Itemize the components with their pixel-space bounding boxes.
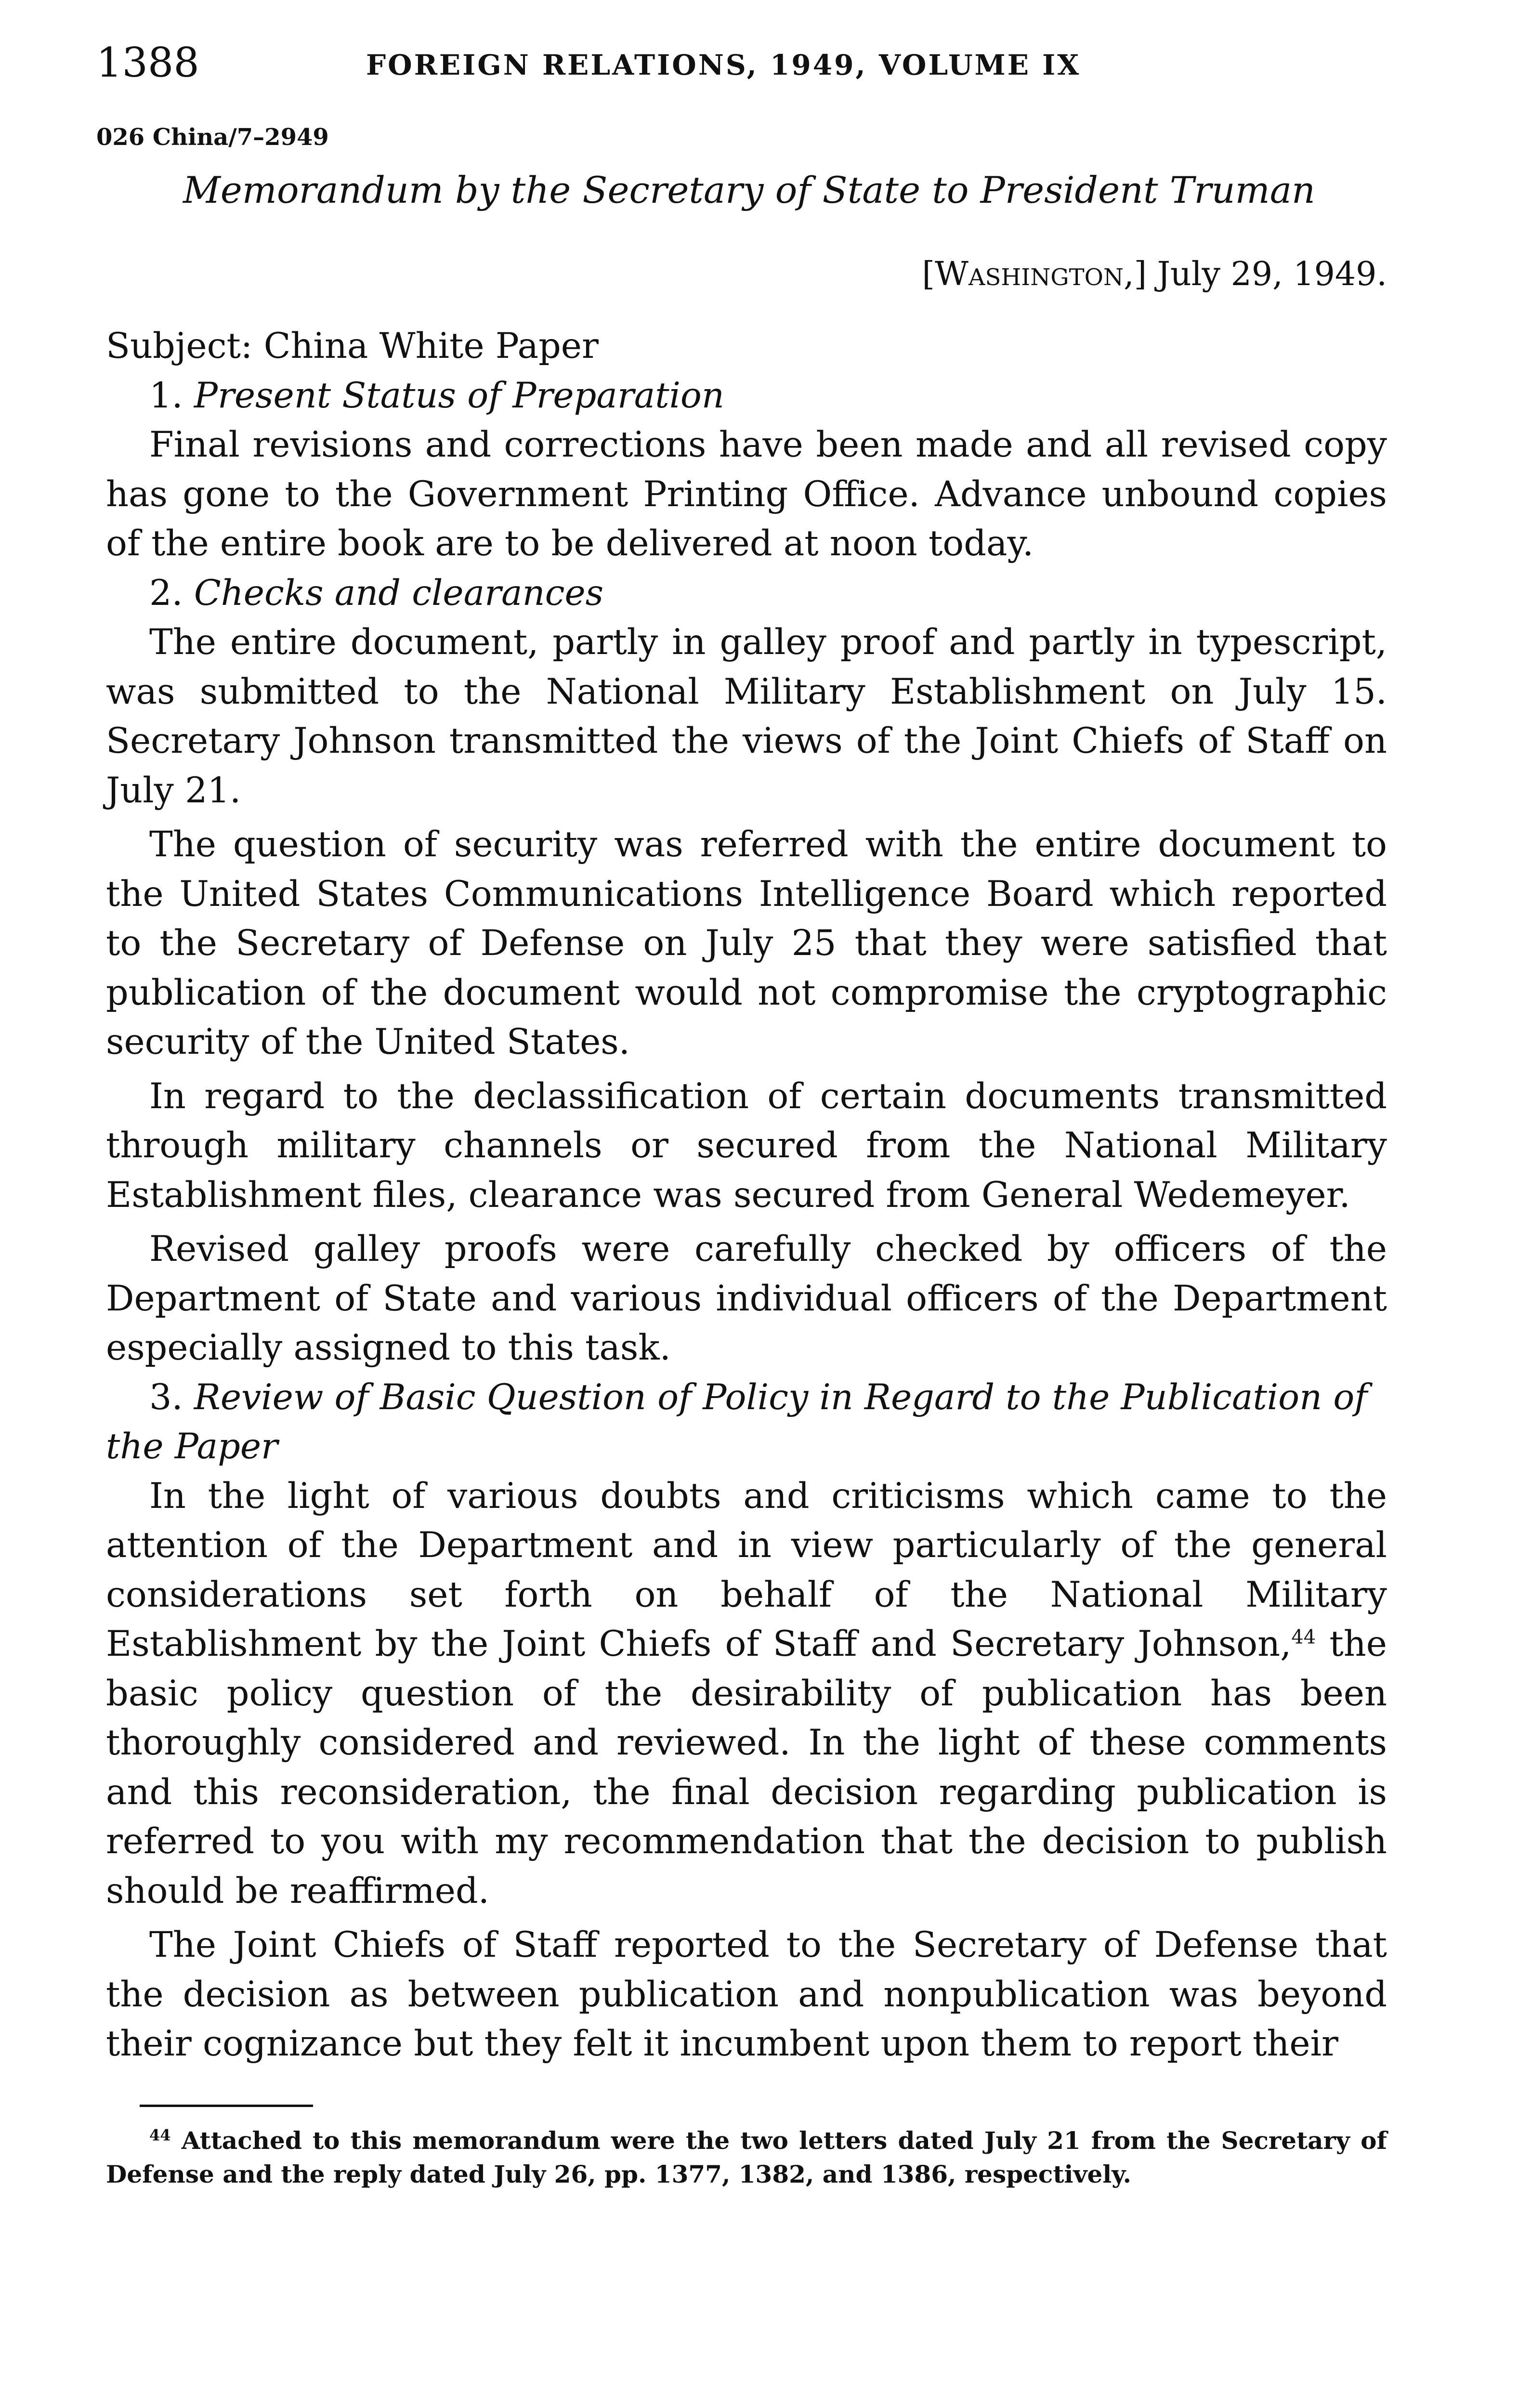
section-2-title: Checks and clearances — [194, 572, 604, 614]
footnote-reference: 44 — [1291, 1626, 1316, 1649]
section-3-number: 3. — [149, 1376, 183, 1418]
section-1-heading — [106, 371, 1387, 421]
section-2-number: 2. — [149, 572, 183, 614]
paragraph: The entire document, partly in galley proof and partly in typescript, was submitted to the National Military Establishment on July 15. Secretary Johnson transmitted the views of the Joint Chiefs of Staff on July 21. — [106, 622, 1387, 811]
subject-text: China White Paper — [263, 326, 599, 366]
running-title: FOREIGN RELATIONS, 1949, VOLUME IX — [366, 49, 1081, 81]
section-1-title: Present Status of Preparation — [194, 375, 724, 416]
dateline-date: July 29, 1949. — [1157, 255, 1387, 293]
paragraph: Final revisions and corrections have been made and all revised copy has gone to the Government Printing Office. Advance unbound copies of the entire book are to be delivered at noon today. — [106, 424, 1387, 564]
document-reference: 026 China/7–2949 — [96, 124, 329, 151]
subject-line — [106, 322, 1387, 371]
paragraph: The Joint Chiefs of Staff reported to the Secretary of Defense that the decision as between publication and nonpublication was beyond their cognizance but they felt it incumbent upon them to report their — [106, 1924, 1387, 2064]
dateline-place: Washington, — [934, 255, 1134, 293]
footnote-number: 44 — [149, 2126, 171, 2145]
section-1-number: 1. — [149, 375, 183, 416]
paragraph: In regard to the declassification of certain documents transmitted through military channels or secured from the National Military Establishment files, clearance was secured from General Wedemeyer. — [106, 1075, 1387, 1216]
paragraph-text: the basic policy question of the desirability of publication has been thoroughly considered and reviewed. In the light of these comments and this reconsideration, the final decision regarding publication is referred to you with my recommendation that the decision to publish should be reaffirmed. — [106, 1623, 1387, 1911]
section-2-heading — [106, 569, 1387, 618]
footnote-text: Attached to this memorandum were the two letters dated July 21 from the Secretary of Defense and the reply dated July 26, pp. 1377, 1382, and 1386, respectively. — [106, 2126, 1387, 2188]
section-3-title: Review of Basic Question of Policy in Regard to the Publication of the Paper — [106, 1376, 1368, 1467]
document-title: Memorandum by the Secretary of State to President Truman — [183, 169, 1315, 211]
running-head — [96, 39, 1387, 92]
dateline: [Washington,] July 29, 1949. — [922, 255, 1387, 293]
page-number: 1388 — [96, 39, 199, 86]
paragraph-text: In the light of various doubts and criticisms which came to the attention of the Department and in view particularly of the general considerations set forth on behalf of the National Military Establishment by the Joint Chiefs of Staff and Secretary Johnson, — [106, 1475, 1387, 1664]
footnote — [106, 2124, 1387, 2191]
section-3-heading — [106, 1373, 1387, 1472]
paragraph — [106, 1472, 1387, 1916]
memorandum-body — [106, 322, 1387, 2069]
paragraph: The question of security was referred with the entire document to the United States Communications Intelligence Board which reported to the Secretary of Defense on July 25 that they were satisfied that publication of the document would not compromise the cryptographic security of the United States. — [106, 824, 1387, 1062]
subject-label: Subject: — [106, 326, 253, 366]
footnote-divider — [140, 2105, 313, 2107]
paragraph: Revised galley proofs were carefully checked by officers of the Department of State and various individual officers of the Department especially assigned to this task. — [106, 1229, 1387, 1368]
